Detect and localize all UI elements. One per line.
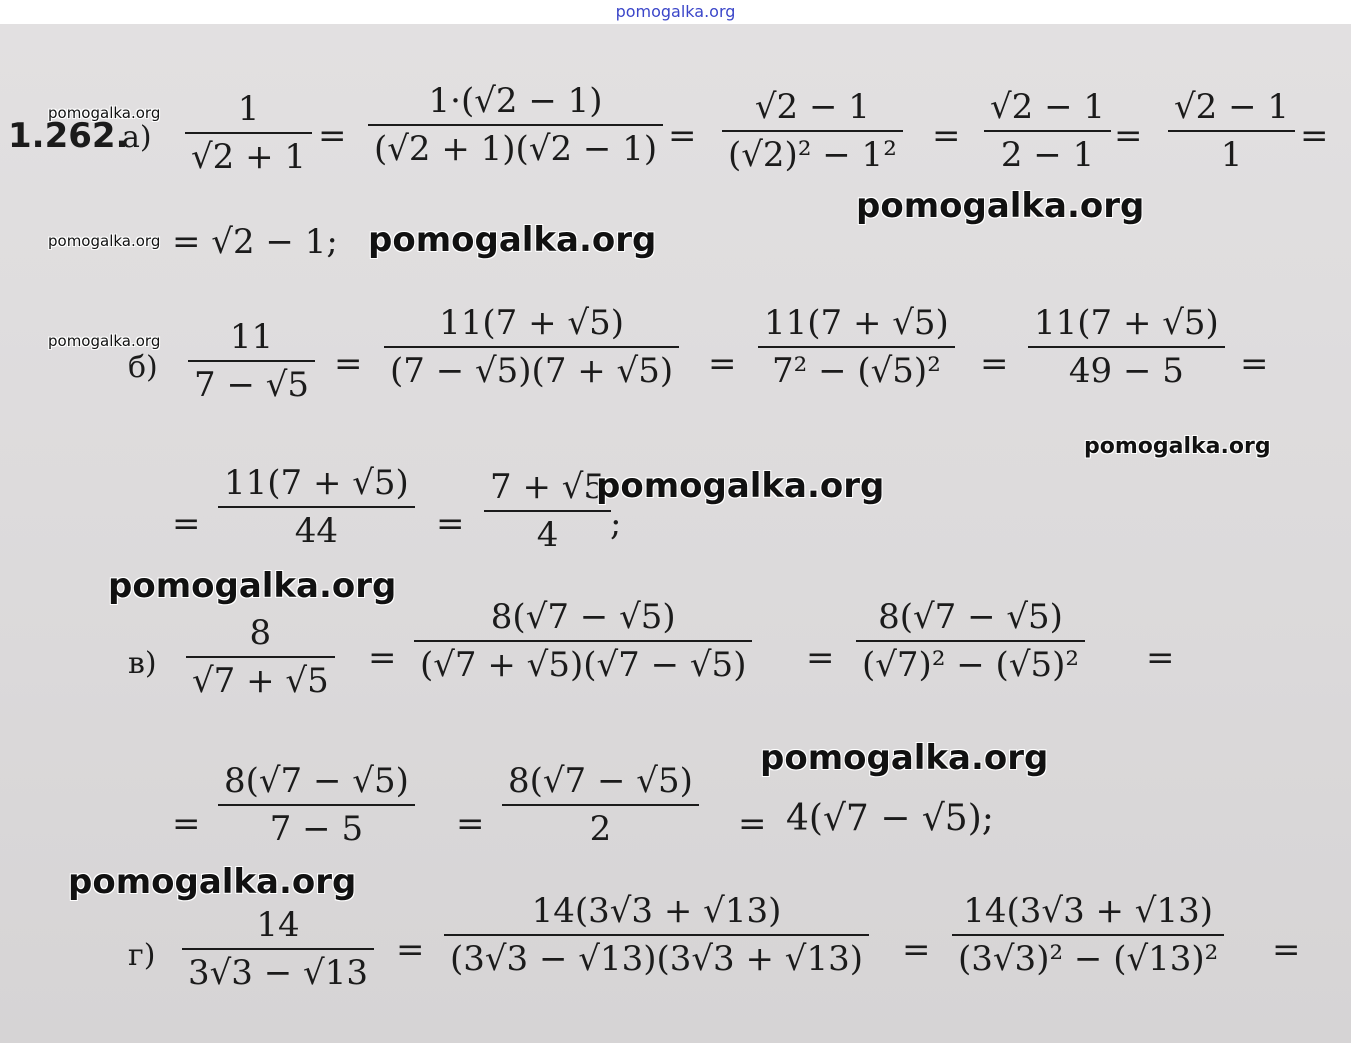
v-f3-num: 8(√7 − √5) (878, 597, 1063, 637)
a-f4-bar (984, 130, 1111, 132)
v-equals-2: = (806, 638, 835, 678)
b-fraction-4 (1028, 303, 1225, 391)
v-equals-4: = (172, 804, 201, 844)
g-f3-num: 14(3√3 + √13) (963, 891, 1214, 931)
g-f1-bar (182, 948, 374, 950)
b-f3-bar (758, 346, 955, 348)
a-f3-den: (√2)² − 1² (728, 135, 897, 175)
a-equals-2: = (668, 116, 697, 156)
a-f4-den: 2 − 1 (1000, 135, 1095, 175)
b-equals-3: = (980, 344, 1009, 384)
a-fraction-5 (1168, 87, 1295, 175)
a-f2-bar (368, 124, 663, 126)
v-f4-num: 8(√7 − √5) (224, 761, 409, 801)
a-f1-bar (185, 132, 312, 134)
watermark-big-3: pomogalka.org (596, 466, 885, 506)
g-fraction-3 (952, 891, 1224, 979)
b-f5-num: 11(7 + √5) (224, 463, 409, 503)
problem-number: 1.262. (8, 116, 129, 156)
scanned-page (0, 24, 1351, 1043)
v-f5-den: 2 (589, 809, 612, 849)
g-f2-num: 14(3√3 + √13) (531, 891, 782, 931)
part-g-label: г) (128, 938, 156, 973)
part-b-label: б) (128, 350, 158, 385)
a-equals-4: = (1114, 116, 1143, 156)
a-fraction-3 (722, 87, 903, 175)
b-fraction-6 (484, 467, 611, 555)
b-f4-num: 11(7 + √5) (1034, 303, 1219, 343)
a-f4-num: √2 − 1 (990, 87, 1106, 127)
watermark-big-5: pomogalka.org (760, 738, 1049, 778)
g-fraction-2 (444, 891, 869, 979)
v-f4-bar (218, 804, 415, 806)
b-f5-den: 44 (294, 511, 339, 551)
g-equals-1: = (396, 930, 425, 970)
a-equals-5: = (1300, 116, 1329, 156)
b-equals-5: = (172, 504, 201, 544)
b-f1-bar (188, 360, 315, 362)
g-fraction-1 (182, 905, 374, 993)
watermark-big-4: pomogalka.org (108, 566, 397, 606)
b-f5-bar (218, 506, 415, 508)
v-fraction-1 (186, 613, 335, 701)
v-f1-den: √7 + √5 (192, 661, 329, 701)
v-f1-num: 8 (249, 613, 272, 653)
a-f5-num: √2 − 1 (1174, 87, 1290, 127)
b-fraction-2 (384, 303, 679, 391)
a-f5-den: 1 (1220, 135, 1243, 175)
b-f3-den: 7² − (√5)² (772, 351, 941, 391)
v-f3-bar (856, 640, 1085, 642)
a-f3-num: √2 − 1 (754, 87, 870, 127)
v-equals-5: = (456, 804, 485, 844)
a-fraction-1 (185, 89, 312, 177)
watermark-medium-1: pomogalka.org (1084, 434, 1271, 459)
v-f2-den: (√7 + √5)(√7 − √5) (420, 645, 747, 685)
v-fraction-5 (502, 761, 699, 849)
v-fraction-2 (414, 597, 752, 685)
v-f5-num: 8(√7 − √5) (508, 761, 693, 801)
v-result: 4(√7 − √5); (786, 798, 994, 839)
a-f2-den: (√2 + 1)(√2 − 1) (374, 129, 658, 169)
v-f4-den: 7 − 5 (269, 809, 364, 849)
watermark-big-2: pomogalka.org (368, 220, 657, 260)
b-f6-num: 7 + √5 (490, 467, 606, 507)
g-f1-num: 14 (256, 905, 300, 945)
v-f3-den: (√7)² − (√5)² (862, 645, 1080, 685)
v-f2-bar (414, 640, 752, 642)
g-equals-2: = (902, 930, 931, 970)
b-f4-bar (1028, 346, 1225, 348)
b-f6-bar (484, 510, 611, 512)
a-fraction-2 (368, 81, 663, 169)
b-equals-4: = (1240, 344, 1269, 384)
b-fraction-5 (218, 463, 415, 551)
watermark-small-3: pomogalka.org (48, 332, 161, 350)
a-f1-den: √2 + 1 (191, 137, 307, 177)
watermark-big-6: pomogalka.org (68, 862, 357, 902)
a-f2-num: 1·(√2 − 1) (428, 81, 603, 121)
watermark-small-1: pomogalka.org (48, 104, 161, 122)
a-equals-1: = (318, 116, 347, 156)
b-f3-num: 11(7 + √5) (764, 303, 949, 343)
g-f3-bar (952, 934, 1224, 936)
g-f3-den: (3√3)² − (√13)² (958, 939, 1219, 979)
b-f2-bar (384, 346, 679, 348)
v-fraction-3 (856, 597, 1085, 685)
b-f4-den: 49 − 5 (1068, 351, 1184, 391)
b-equals-6: = (436, 504, 465, 544)
a-result: = √2 − 1; (172, 222, 338, 262)
a-f5-bar (1168, 130, 1295, 132)
b-f1-den: 7 − √5 (194, 365, 310, 405)
v-equals-6: = (738, 804, 767, 844)
g-f2-den: (3√3 − √13)(3√3 + √13) (450, 939, 863, 979)
a-fraction-4 (984, 87, 1111, 175)
b-fraction-1 (188, 317, 315, 405)
b-equals-2: = (708, 344, 737, 384)
g-f2-bar (444, 934, 869, 936)
b-semicolon: ; (610, 504, 622, 544)
a-equals-3: = (932, 116, 961, 156)
a-f3-bar (722, 130, 903, 132)
watermark-big-1: pomogalka.org (856, 186, 1145, 226)
v-f1-bar (186, 656, 335, 658)
v-equals-1: = (368, 638, 397, 678)
a-f1-num: 1 (237, 89, 260, 129)
part-a-label: а) (122, 120, 152, 155)
b-f6-den: 4 (536, 515, 559, 555)
b-f1-num: 11 (229, 317, 274, 357)
top-watermark: pomogalka.org (615, 2, 736, 21)
g-f1-den: 3√3 − √13 (188, 953, 368, 993)
g-equals-3: = (1272, 930, 1301, 970)
b-fraction-3 (758, 303, 955, 391)
b-equals-1: = (334, 344, 363, 384)
watermark-small-2: pomogalka.org (48, 232, 161, 250)
v-equals-3: = (1146, 638, 1175, 678)
b-f2-den: (7 − √5)(7 + √5) (390, 351, 674, 391)
v-fraction-4 (218, 761, 415, 849)
b-f2-num: 11(7 + √5) (439, 303, 624, 343)
v-f2-num: 8(√7 − √5) (490, 597, 676, 637)
part-v-label: в) (128, 646, 157, 681)
v-f5-bar (502, 804, 699, 806)
